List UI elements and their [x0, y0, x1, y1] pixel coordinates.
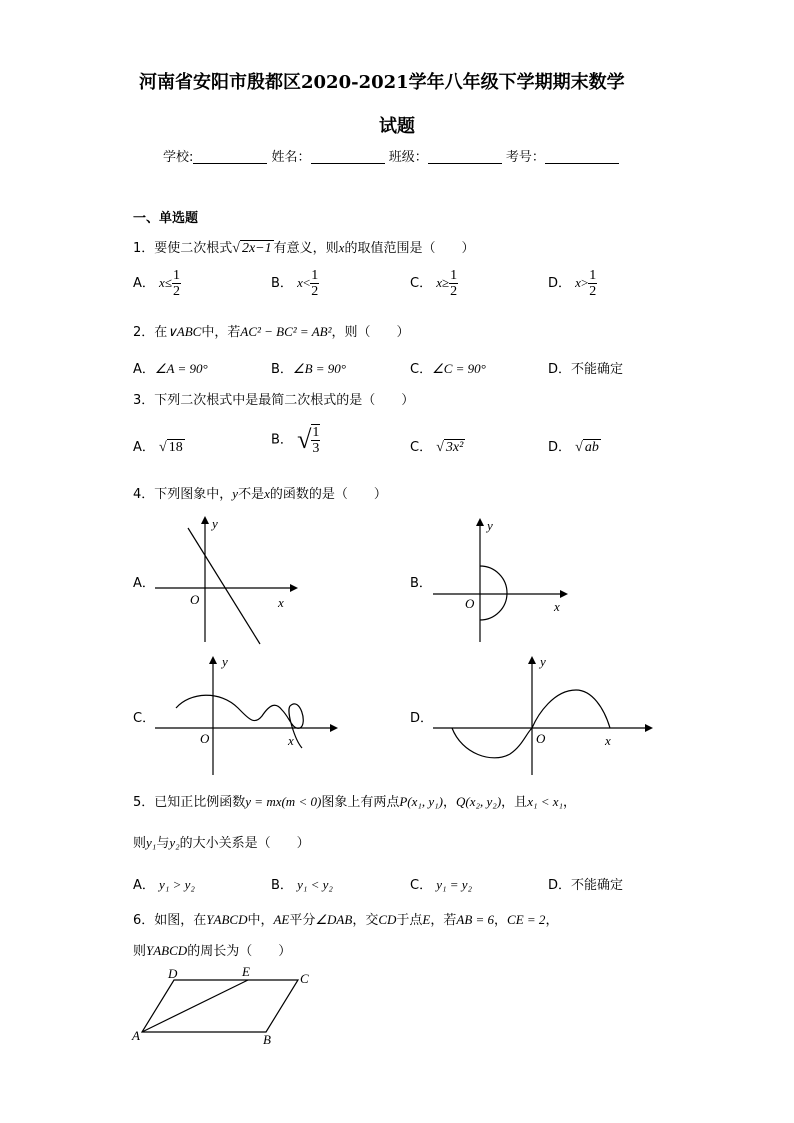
label-e: E: [242, 964, 250, 979]
question-2-option-b: B．∠B = 90°: [271, 361, 346, 377]
origin-label: O: [190, 592, 200, 607]
question-3-option-a: A． √ 18: [133, 440, 183, 455]
page-title: 河南省安阳市殷都区2020-2021学年八年级下学期期末数学: [139, 72, 625, 93]
sqrt-symbol: √ 2x−1: [232, 241, 272, 256]
y-label: y: [487, 518, 493, 533]
page-title-line2: 试题: [379, 116, 415, 137]
graph-c: [150, 650, 345, 780]
wavy-curve: [176, 695, 303, 748]
question-6-stem-line1: 6．如图，在ΥABCD中，AE平分∠DAB，交CD于点E，若AB = 6，CE = 2，: [133, 912, 559, 928]
label-c: C: [300, 971, 309, 986]
question-5-option-c: C． y₁ = y₂: [410, 877, 473, 893]
class-label: 班级：: [388, 150, 428, 165]
y-axis-arrow: [209, 656, 217, 664]
question-2-stem: 2．在∨ABC中，若AC² − BC² = AB²，则（ ）: [133, 324, 410, 340]
x-label: x: [288, 733, 294, 748]
label-d: D: [168, 966, 178, 981]
exam-no-blank: [545, 150, 619, 164]
graph-b: [430, 512, 580, 647]
y-label: y: [540, 654, 546, 669]
origin-label: O: [200, 731, 210, 746]
question-3-stem: 3．下列二次根式中是最简二次根式的是（ ）: [133, 393, 415, 408]
x-label: x: [605, 733, 611, 748]
x-label: x: [554, 599, 560, 614]
name-label: 姓名：: [271, 150, 311, 165]
y-axis-arrow: [528, 656, 536, 664]
question-4-option-c-label: C．: [133, 711, 156, 726]
y-label: y: [222, 654, 228, 669]
x-axis-arrow: [330, 724, 338, 732]
x-label: x: [278, 595, 284, 610]
question-2-option-c: C．∠C = 90°: [410, 361, 486, 377]
question-2-option-a: A．∠A = 90°: [133, 361, 208, 377]
y-axis-arrow: [476, 518, 484, 526]
section-title: 一、单选题: [133, 211, 199, 226]
question-3-option-b: B． √ $\frac{1}{3}$: [271, 425, 320, 456]
question-4-option-b-label: B．: [410, 576, 432, 591]
graph-line: [188, 528, 260, 644]
sine-curve: [452, 690, 610, 758]
question-1-stem: 1．要使二次根式√ 2x−1 有意义，则x的取值范围是（ ）: [133, 240, 475, 256]
question-1-option-d: D． x> $\frac{1}{2}$: [548, 268, 597, 299]
question-1-option-c: C． x≥ $\frac{1}{2}$: [410, 268, 458, 299]
parallelogram-figure: [128, 962, 318, 1047]
name-blank: [311, 150, 385, 164]
question-6-stem-line2: 则ΥABCD的周长为（ ）: [133, 943, 292, 959]
y-axis-arrow: [201, 516, 209, 524]
question-1-option-a: A． x≤ $\frac{1}{2}$: [133, 268, 180, 299]
question-4-stem: 4．下列图象中，y不是x的函数的是（ ）: [133, 486, 387, 502]
graph-d: [430, 650, 660, 780]
origin-label: O: [536, 731, 546, 746]
question-1-option-b: B． x< $\frac{1}{2}$: [271, 268, 319, 299]
question-5-stem-line1: 5．已知正比例函数y = mx(m < 0)图象上有两点P(x₁, y₁)，Q(x₂, y₂)，且x₁ < x₁，: [133, 794, 577, 810]
class-blank: [428, 150, 502, 164]
school-blank: [193, 150, 267, 164]
question-2-option-d: D．不能确定: [548, 362, 624, 377]
x-axis-arrow: [645, 724, 653, 732]
question-3-option-d: D． √ ab: [548, 440, 599, 455]
label-b: B: [263, 1032, 271, 1047]
question-5-stem-line2: 则y₁与y₂的大小关系是（ ）: [133, 835, 310, 851]
question-3-option-c: C． √ 3x²: [410, 440, 464, 455]
question-5-option-b: B． y₁ < y₂: [271, 877, 333, 893]
semicircle-curve: [480, 566, 507, 620]
graph-a: [150, 512, 300, 647]
school-label: 学校:: [163, 150, 194, 165]
origin-label: O: [465, 596, 475, 611]
question-4-option-a-label: A．: [133, 576, 155, 591]
question-4-option-d-label: D．: [410, 711, 434, 726]
parallelogram: [142, 980, 298, 1032]
label-a: A: [132, 1028, 140, 1043]
question-5-option-d: D．不能确定: [548, 878, 624, 893]
y-label: y: [212, 516, 218, 531]
x-axis-arrow: [290, 584, 298, 592]
x-axis-arrow: [560, 590, 568, 598]
exam-no-label: 考号：: [505, 150, 545, 165]
student-info-row: [163, 146, 619, 165]
question-5-option-a: A． y₁ > y₂: [133, 877, 195, 893]
